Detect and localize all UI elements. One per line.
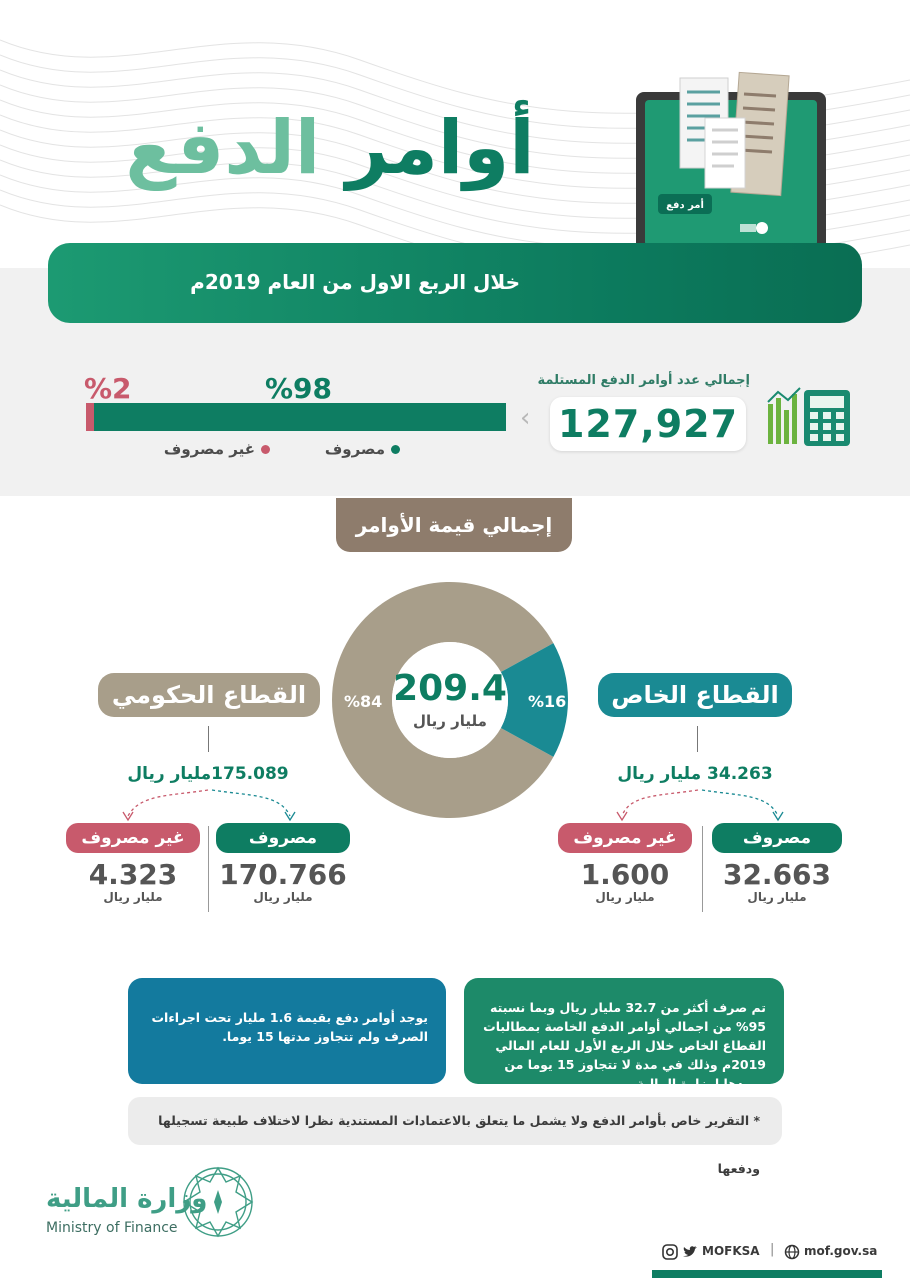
private-sector-pill: القطاع الخاص xyxy=(598,673,792,717)
government-spent-unit: مليار ريال xyxy=(253,890,313,904)
private-divider xyxy=(702,826,703,912)
unspent-pct-label: %2 xyxy=(84,372,132,405)
ministry-name-arabic: وزارة المالية xyxy=(46,1184,208,1214)
legend-unspent xyxy=(140,440,270,458)
website-link[interactable]: mof.gov.sa xyxy=(804,1244,878,1258)
footer-accent-line xyxy=(652,1270,882,1278)
private-unspent-value: 1.600 xyxy=(580,858,670,891)
twitter-icon[interactable] xyxy=(682,1244,698,1260)
private-total: 34.263 مليار ريال xyxy=(617,764,773,784)
calculator-chart-icon xyxy=(766,384,856,448)
private-spent-unit: مليار ريال xyxy=(747,890,807,904)
private-split-arrows xyxy=(600,786,800,826)
report-footnote: * التقرير خاص بأوامر الدفع ولا يشمل ما يتعلق بالاعتمادات المستندية نظرا لاختلاف طبيعة تسجيلها ودفعها xyxy=(128,1097,782,1145)
laptop-label: أمر دفع xyxy=(666,200,704,211)
government-total: 175.089مليار ريال xyxy=(127,764,289,784)
private-unspent-unit: مليار ريال xyxy=(595,890,655,904)
chevron-left-icon: ‹ xyxy=(520,403,531,433)
government-unspent-pill: غير مصروف xyxy=(66,823,200,853)
donut-label-government: %84 xyxy=(344,692,383,711)
ministry-logo-icon xyxy=(178,1162,258,1242)
footer-separator: | xyxy=(770,1242,775,1257)
government-unspent-value: 4.323 xyxy=(88,858,178,891)
spent-share-bar xyxy=(86,403,506,431)
donut-label-private: %16 xyxy=(528,692,567,711)
pending-orders-note: يوجد أوامر دفع بقيمة 1.6 مليار تحت اجراءات الصرف ولم تتجاوز مدتها 15 يوما. xyxy=(128,978,446,1084)
total-count-value: 127,927 xyxy=(557,402,739,446)
spent-pct-label: %98 xyxy=(265,372,333,405)
government-split-arrows xyxy=(110,786,310,826)
title-part2: الدفع xyxy=(125,105,321,191)
private-connector xyxy=(697,726,698,752)
government-divider xyxy=(208,826,209,912)
instagram-icon[interactable] xyxy=(662,1244,678,1260)
social-handle[interactable]: MOFKSA xyxy=(702,1244,760,1258)
footer-contact xyxy=(652,1236,882,1270)
title-part1: أوامر xyxy=(346,105,535,191)
donut-center-value: 209.4 xyxy=(393,668,507,709)
ministry-name-english: Ministry of Finance xyxy=(46,1220,178,1236)
private-spent-pill: مصروف xyxy=(712,823,842,853)
legend-spent-dot xyxy=(391,445,400,454)
orders-value-heading: إجمالي قيمة الأوامر xyxy=(336,498,572,552)
page-title xyxy=(90,78,570,218)
legend-spent xyxy=(300,440,400,458)
total-count-label: إجمالي عدد أوامر الدفع المستلمة xyxy=(537,373,750,388)
government-sector-pill: القطاع الحكومي xyxy=(98,673,320,717)
unspent-share-bar xyxy=(86,403,94,431)
private-unspent-pill: غير مصروف xyxy=(558,823,692,853)
government-connector xyxy=(208,726,209,752)
globe-icon xyxy=(784,1244,800,1260)
legend-unspent-dot xyxy=(261,445,270,454)
government-spent-pill: مصروف xyxy=(216,823,350,853)
government-spent-value: 170.766 xyxy=(219,858,347,891)
legend-spent-text: مصروف xyxy=(324,440,385,458)
legend-unspent-text: غير مصروف xyxy=(163,440,255,458)
donut-center-unit: مليار ريال xyxy=(413,712,487,730)
private-spent-value: 32.663 xyxy=(722,858,832,891)
government-unspent-unit: مليار ريال xyxy=(103,890,163,904)
subtitle: خلال الربع الاول من العام 2019م xyxy=(190,270,520,294)
private-sector-note: تم صرف أكثر من 32.7 مليار ريال وبما نسبته 95% من اجمالي أوامر الدفع الخاصة بمطالبات القطاع الخاص خلال الربع الأول للعام المالي 2019م وذلك في مدة لا تتجاوز 15 يوما من ورودها لوزارة المالية. xyxy=(464,978,784,1084)
